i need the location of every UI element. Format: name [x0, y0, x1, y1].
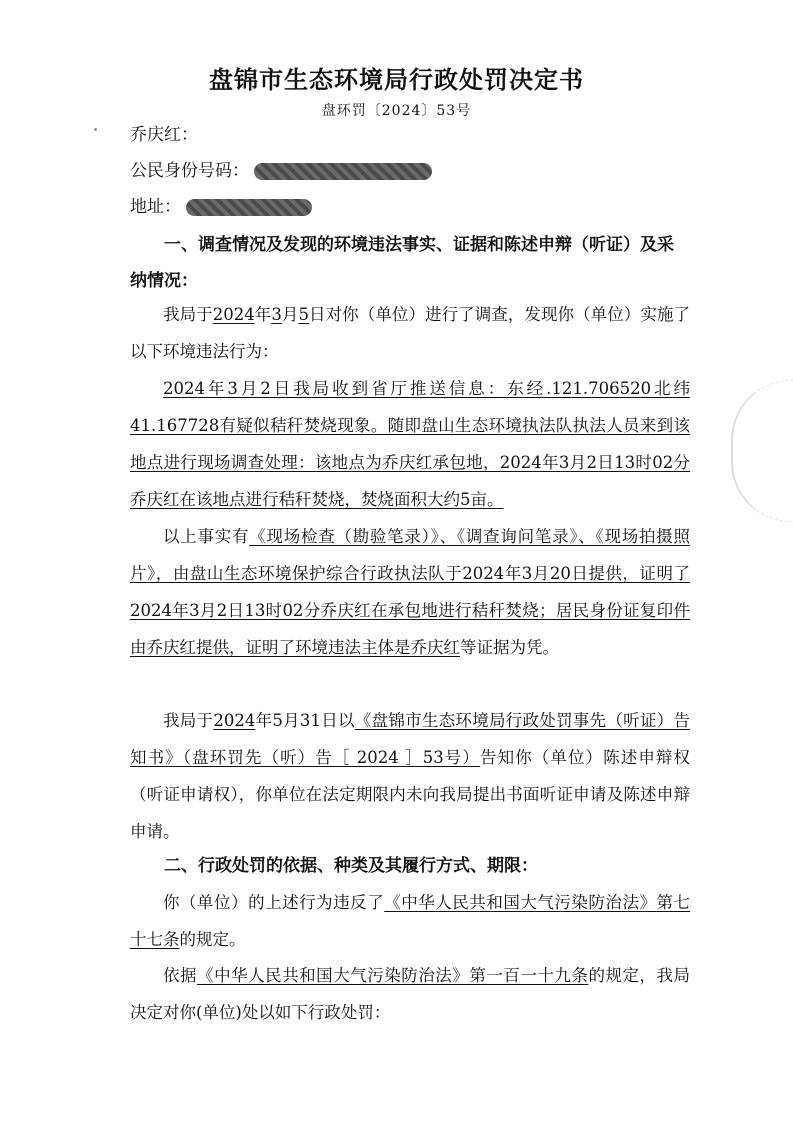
para1-year: 2024: [212, 305, 255, 324]
seal-edge: [731, 380, 793, 522]
section1-heading-line2: 及采纳情况：: [130, 235, 674, 291]
para1-text-b: 年: [254, 305, 272, 324]
evidence-list: 《现场检查（勘验笔录）》、《调查询问笔录》、《现场拍摄照片》，由盘山生态环境保护综合行政执法队于2024年3月20日提供，证明了2024年3月2日13时02分乔庆红在承包地进行秸秆焚烧；居民身份证复印件由乔庆红提供，证明了环境违法主体是乔庆红: [130, 527, 691, 657]
basis-law: 《中华人民共和国大气污染防治法》第一百一十九条: [197, 966, 589, 985]
evidence-paragraph: [130, 518, 690, 666]
basis-paragraph: [130, 957, 690, 1031]
party-id-line: [130, 156, 432, 181]
scan-speck: [94, 128, 97, 131]
violation-text-b: 的规定。: [179, 930, 246, 949]
notice-text-c: 告知你（单位）陈述申辩权（听证申请权），你单位在法定期限内未向我局提出书面听证申请及陈述申辩申请。: [130, 748, 690, 841]
evidence-text-a: 以上事实有: [163, 527, 250, 546]
notice-document: 《盘锦市生态环境局行政处罚事先（听证）告知书》（盘环罚先（听）告［ 2024 ］53号）: [130, 711, 691, 767]
redacted-address: [186, 199, 312, 216]
party-address-line: [130, 192, 312, 217]
party-name: [130, 120, 198, 145]
facts-paragraph: [130, 370, 690, 518]
document-number: 盘环罚〔2024〕53号: [321, 103, 472, 119]
section2-heading: 二、行政处罚的依据、种类及其履行方式、期限：: [164, 856, 538, 876]
evidence-text-b: 等证据为凭。: [460, 638, 559, 657]
violation-paragraph: [130, 884, 690, 958]
para1-month: 3: [271, 305, 282, 324]
section1-heading-line1: 一、调查情况及发现的环境违法事实、证据和陈述申辩（听证）: [164, 235, 640, 255]
document-title: 盘锦市生态环境局行政处罚决定书: [209, 66, 584, 94]
redacted-id-number: [254, 163, 432, 180]
facts-text: 2024年3月2日我局收到省厅推送信息：东经.121.706520北纬41.167728有疑似秸秆焚烧现象。随即盘山生态环境执法队执法人员来到该地点进行现场调查处理：该地点为乔庆红承包地，2024年3月2日13时02分乔庆红在该地点进行秸秆焚烧，焚烧面积大约5亩。: [130, 379, 690, 509]
investigation-paragraph: [130, 296, 690, 370]
violation-text-a: 你（单位）的上述行为违反了: [163, 893, 385, 912]
basis-text-b: 的规定，我局决定对你(单位)处以如下行政处罚：: [130, 966, 691, 1022]
para1-day: 5: [298, 305, 309, 324]
violated-law: 《中华人民共和国大气污染防治法》第七十七条: [130, 893, 691, 949]
notice-year: 2024: [213, 711, 256, 730]
notice-text-a: 我局于: [163, 711, 214, 730]
para1-text-a: 我局于: [163, 305, 213, 324]
section1-heading: [130, 227, 690, 299]
para1-text-d: 日对你（单位）进行了调查，发现你（单位）实施了以下环境违法行为：: [130, 305, 691, 361]
basis-text-a: 依据: [163, 966, 198, 985]
notice-paragraph: [130, 702, 690, 850]
notice-text-b: 年5月31日以: [255, 711, 355, 730]
para1-text-c: 月: [281, 305, 299, 324]
id-label: 公民身份号码：: [130, 161, 249, 181]
party-name-text: 乔庆红：: [130, 125, 198, 145]
address-label: 地址：: [130, 197, 181, 217]
